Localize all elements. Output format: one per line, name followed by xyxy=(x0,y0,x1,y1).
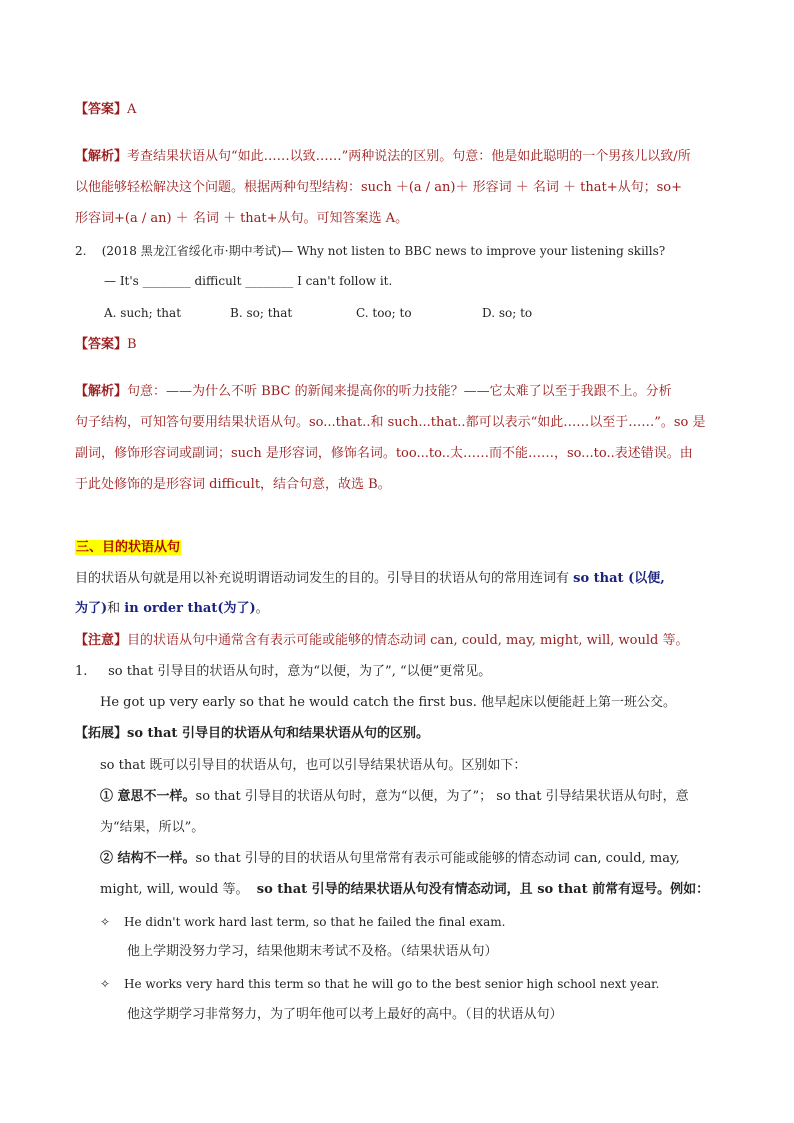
q2-analysis-line: 句子结构，可知答句要用结果状语从句。so...that..和 such...that..都可以表示“如此……以至于……”。so 是 xyxy=(75,415,706,430)
example-1-translation: 他上学期没努力学习，结果他期末考试不及格。（结果状语从句） xyxy=(127,944,498,959)
answer-tag: 【答案】 xyxy=(75,102,128,117)
q1-analysis-line: 【解析】考查结果状语从句“如此……以致……”两种说法的区别。句意：他是如此聪明的一个男孩儿以致/所 xyxy=(75,149,691,164)
section-intro-cont: 为了)和 in order that(为了)。 xyxy=(75,601,269,616)
example-1: ✧ He didn't work hard last term, so that he failed the final exam. xyxy=(100,912,505,932)
item-1: 1. so that 引导目的状语从句时，意为“以便，为了”, “以便”更常见。 xyxy=(75,664,492,679)
keyword-in-order-that: in order that(为了) xyxy=(124,601,256,616)
note-tag: 【注意】 xyxy=(75,633,128,648)
q2-question: 2. (2018 黑龙江省绥化市·期中考试)— Why not listen to BBC news to improve your listening skills? xyxy=(75,244,666,258)
difference-2-cont: might, will, would 等。 so that 引导的结果状语从句没有情态动词，且 so that 前常有逗号。例如： xyxy=(100,882,710,897)
analysis-tag: 【解析】 xyxy=(75,384,128,399)
keyword-so-that: so that (以便, xyxy=(573,571,665,586)
section-intro: 目的状语从句就是用以补充说明谓语动词发生的目的。引导目的状语从句的常用连词有 so that (以便, xyxy=(75,571,665,586)
q2-option: A. such; that xyxy=(104,306,182,320)
q2-reply: — It's ________ difficult ________ I can't follow it. xyxy=(104,274,393,288)
q2-answer xyxy=(75,335,137,355)
example-2-translation: 他这学期学习非常努力，为了明年他可以考上最好的高中。（目的状语从句） xyxy=(127,1007,563,1022)
question-number: 2. xyxy=(75,244,87,258)
extension: 【拓展】so that 引导目的状语从句和结果状语从句的区别。 xyxy=(75,726,429,741)
diamond-bullet-icon: ✧ xyxy=(100,915,111,929)
item-1-example: He got up very early so that he would catch the first bus. 他早起床以便能赶上第一班公交。 xyxy=(100,695,676,710)
diamond-bullet-icon: ✧ xyxy=(100,977,111,991)
q2-analysis-line: 副词，修饰形容词或副词；such 是形容词，修饰名词。too...to..太……而不能……，so...to..表述错误。由 xyxy=(75,446,693,461)
difference-2: ② 结构不一样。so that 引导的目的状语从句里常常有表示可能或能够的情态动词 can, could, may, xyxy=(100,851,680,866)
answer-value: A xyxy=(127,102,137,117)
section-heading: 三、目的状语从句 xyxy=(76,540,181,555)
example-2: ✧ He works very hard this term so that he will go to the best senior high school next year. xyxy=(100,974,659,994)
analysis-tag: 【解析】 xyxy=(75,149,128,164)
q2-analysis-line: 于此处修饰的是形容词 difficult，结合句意，故选 B。 xyxy=(75,477,391,492)
q2-option: D. so; to xyxy=(482,306,533,320)
difference-1: ① 意思不一样。so that 引导目的状语从句时，意为“以便，为了”； so that 引导结果状语从句时，意 xyxy=(100,789,689,804)
q1-analysis-line: 以他能够轻松解决这个问题。根据两种句型结构：such ＋(a / an)＋ 形容词 ＋ 名词 ＋ that+从句；so+ xyxy=(75,180,683,195)
answer-value: B xyxy=(127,337,137,352)
answer-tag: 【答案】 xyxy=(75,337,128,352)
q2-option: B. so; that xyxy=(230,306,293,320)
q2-analysis-line: 【解析】句意：——为什么不听 BBC 的新闻来提高你的听力技能？——它太难了以至于我跟不上。分析 xyxy=(75,384,672,399)
q1-answer xyxy=(75,100,136,120)
difference-1-cont: 为“结果，所以”。 xyxy=(100,820,205,835)
q2-option: C. too; to xyxy=(356,306,412,320)
extension-tag: 【拓展】 xyxy=(75,726,128,741)
note: 【注意】目的状语从句中通常含有表示可能或能够的情态动词 can, could, may, might, will, would 等。 xyxy=(75,633,689,648)
q1-analysis-line: 形容词+(a / an) ＋ 名词 ＋ that+从句。可知答案选 A。 xyxy=(75,211,409,226)
item-number: 1. xyxy=(75,664,88,679)
extension-intro: so that 既可以引导目的状语从句，也可以引导结果状语从句。区别如下： xyxy=(100,758,527,773)
